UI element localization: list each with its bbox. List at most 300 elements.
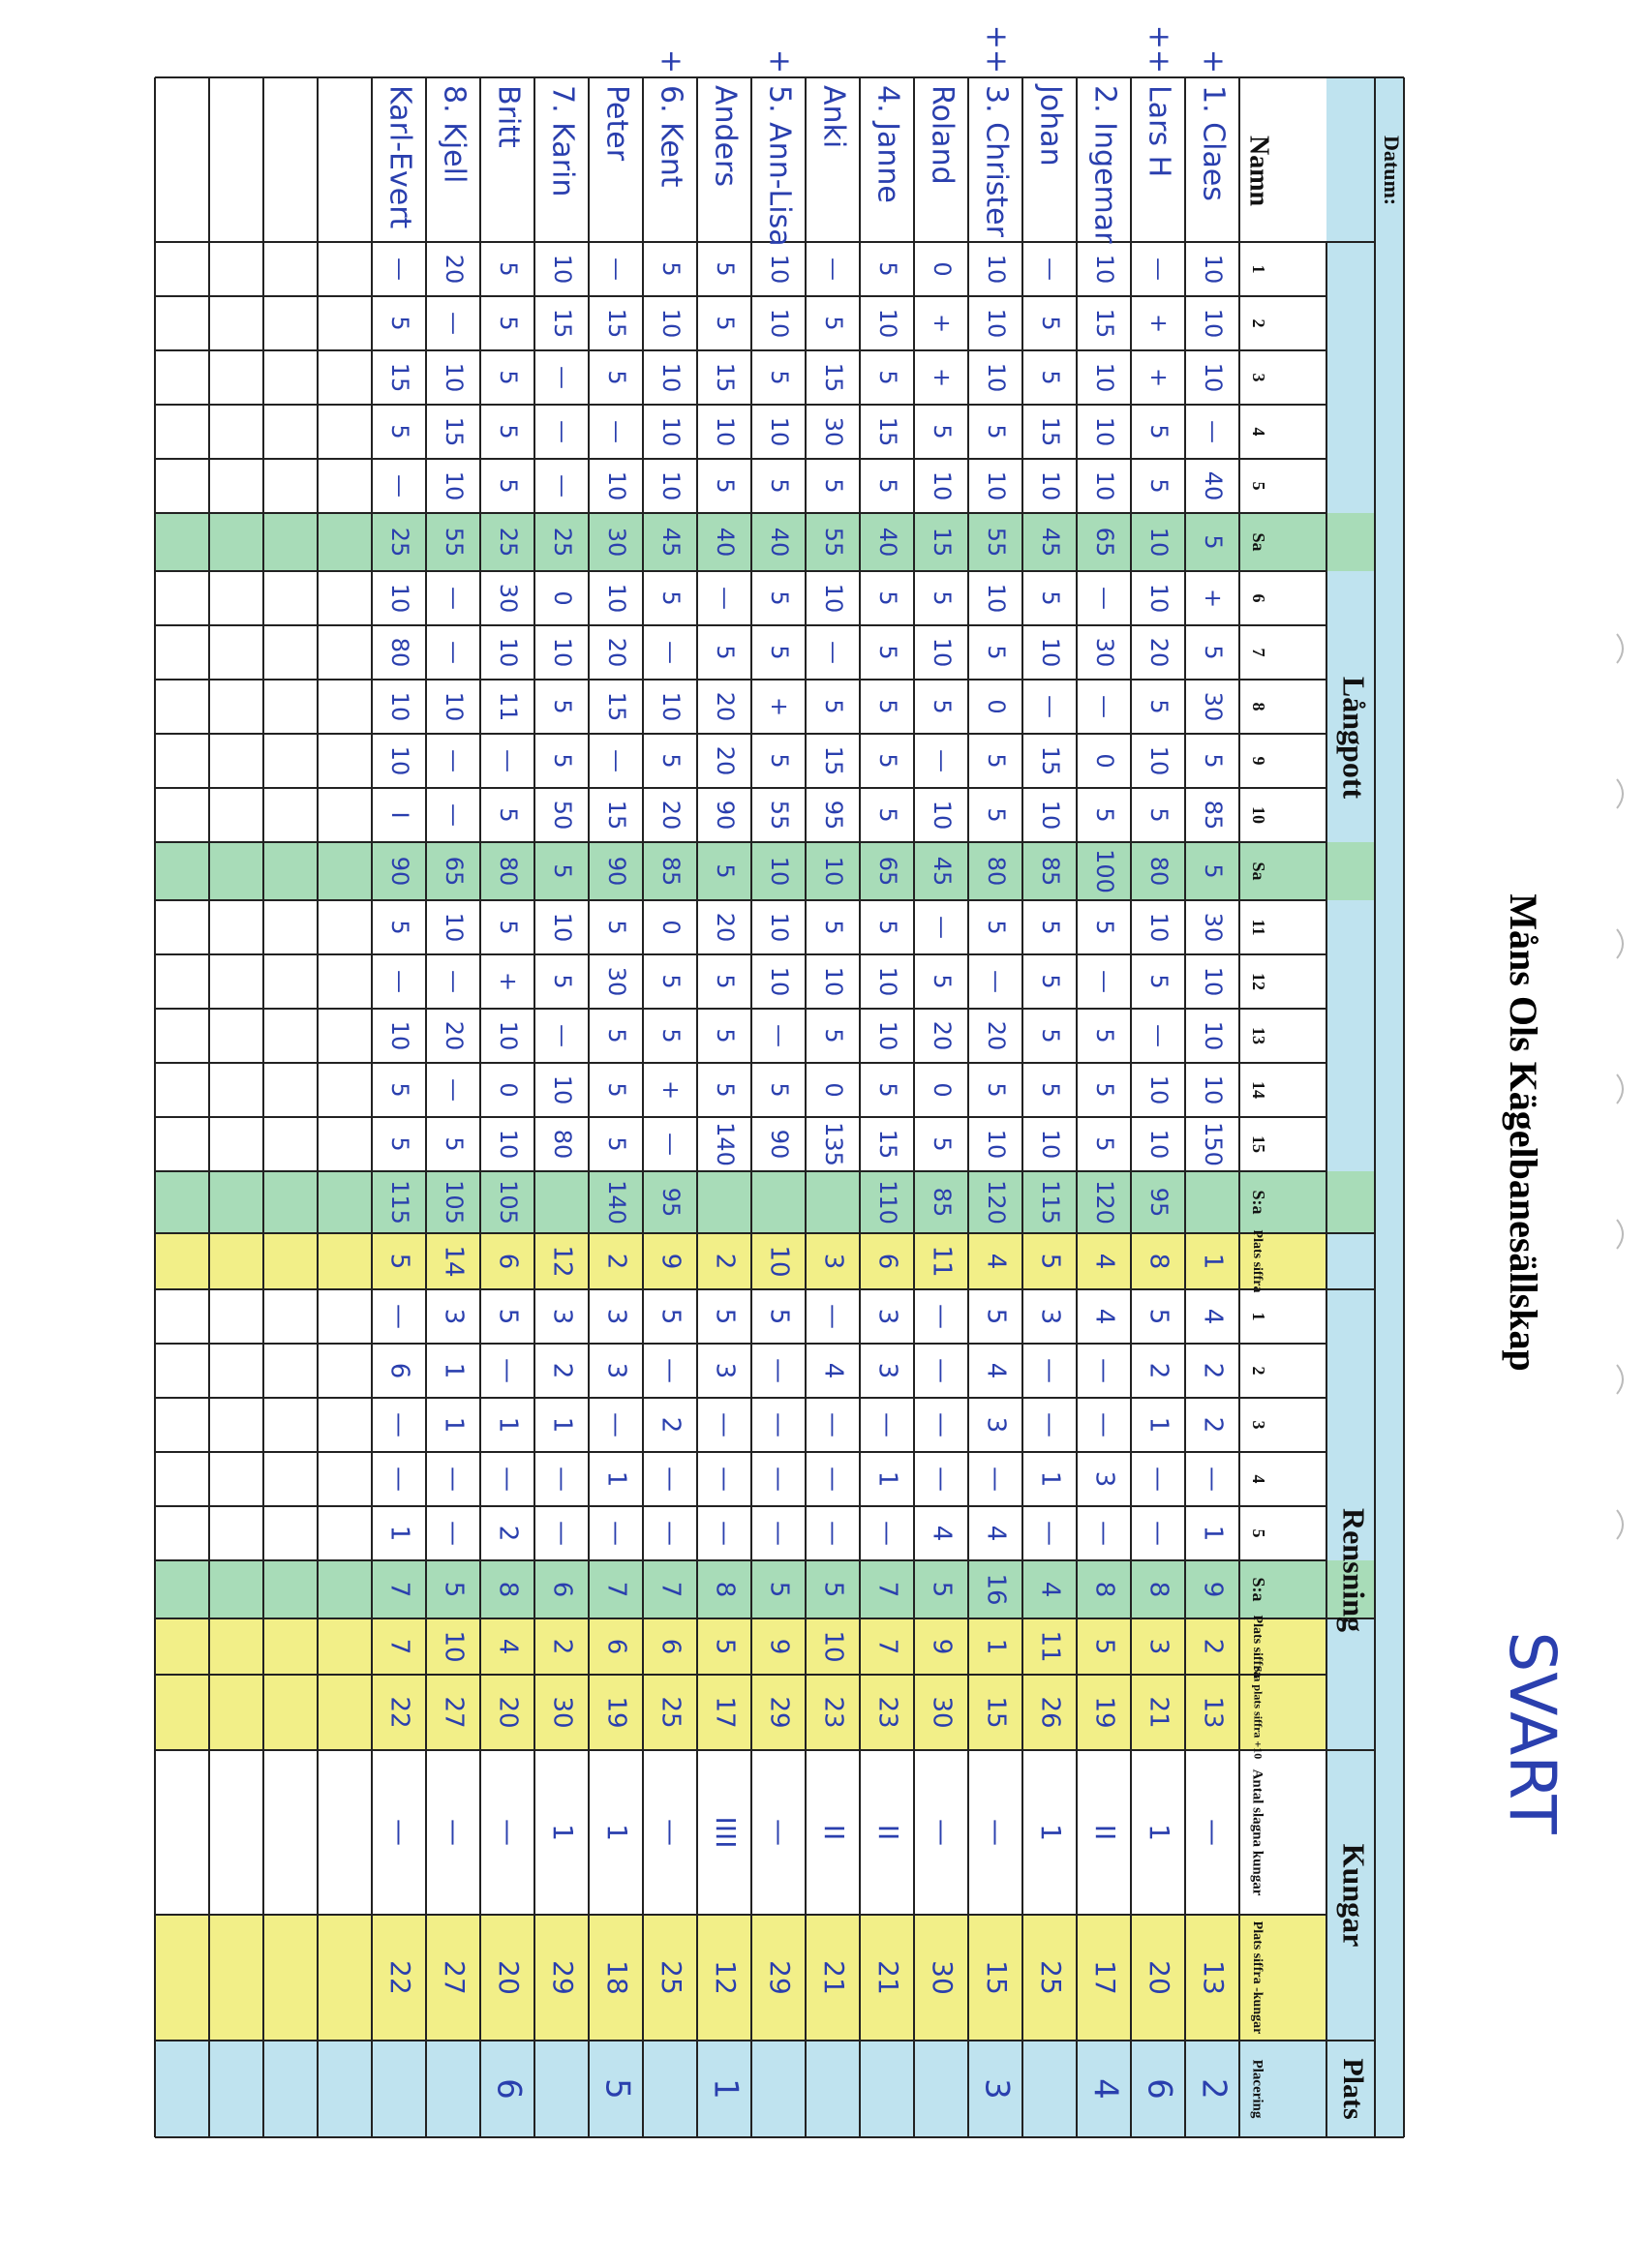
langpott-cell: 20 bbox=[441, 254, 468, 285]
langpott-cell: 10 bbox=[1145, 1074, 1173, 1105]
langpott-cell: 5 bbox=[712, 863, 739, 879]
langpott-cell: 10 bbox=[441, 691, 468, 722]
langpott-cell: 5 bbox=[495, 920, 522, 935]
player-name: Peter bbox=[599, 85, 634, 162]
langpott-cell: — bbox=[441, 587, 468, 610]
langpott-cell: 45 bbox=[1037, 527, 1064, 558]
langpott-plats-cell: 14 bbox=[439, 1245, 469, 1278]
langpott-cell: 10 bbox=[386, 691, 413, 722]
langpott-cell: — bbox=[929, 916, 956, 939]
langpott-cell: 5 bbox=[495, 478, 522, 494]
rensning-cell: — bbox=[493, 1467, 523, 1492]
langpott-cell: 90 bbox=[712, 800, 739, 831]
rensning-plats-cell: 5 bbox=[710, 1638, 740, 1655]
langpott-cell: 10 bbox=[1037, 1129, 1064, 1160]
kungar-count-cell: — bbox=[493, 1819, 525, 1846]
placering-cell: 5 bbox=[597, 2078, 637, 2100]
langpott-cell: 5 bbox=[983, 1082, 1010, 1098]
langpott-cell: — bbox=[657, 1133, 685, 1156]
rensning-sum-cell: 19 bbox=[601, 1696, 631, 1729]
rensning-plats-cell: 7 bbox=[384, 1638, 414, 1655]
langpott-cell: — bbox=[386, 474, 413, 498]
langpott-cell: 10 bbox=[657, 470, 685, 501]
rensning-plats-cell: 6 bbox=[601, 1638, 631, 1655]
langpott-cell: — bbox=[1091, 695, 1118, 718]
langpott-cell: 11 bbox=[495, 691, 522, 722]
kungar-plats-cell: 17 bbox=[1089, 1960, 1121, 1995]
rensning-cell: — bbox=[601, 1412, 631, 1437]
langpott-cell: 10 bbox=[1091, 362, 1118, 393]
player-name: 4. Janne bbox=[870, 85, 905, 203]
rensning-cell: — bbox=[1143, 1467, 1174, 1492]
langpott-cell: 90 bbox=[603, 856, 630, 887]
langpott-col-13: 11 bbox=[1248, 919, 1268, 936]
rensning-cell: — bbox=[764, 1358, 794, 1383]
rensning-cell: 5 bbox=[764, 1581, 794, 1598]
langpott-cell: 15 bbox=[1037, 745, 1064, 776]
rensning-cell: 3 bbox=[710, 1362, 740, 1379]
langpott-cell: 55 bbox=[983, 527, 1010, 558]
langpott-col-6: Sa bbox=[1248, 532, 1268, 552]
langpott-cell: 5 bbox=[1037, 1028, 1064, 1043]
langpott-cell: 55 bbox=[441, 527, 468, 558]
kungar-plats-cell: 13 bbox=[1198, 1960, 1230, 1995]
row-mark: ++ bbox=[979, 24, 1014, 74]
rensning-cell: — bbox=[872, 1521, 902, 1546]
rensning-cell: 1 bbox=[439, 1416, 469, 1434]
langpott-cell: 135 bbox=[820, 1122, 847, 1166]
langpott-cell: 10 bbox=[929, 637, 956, 668]
rensning-cell: 5 bbox=[439, 1581, 469, 1598]
langpott-cell: 45 bbox=[657, 527, 685, 558]
langpott-plats-cell: 2 bbox=[601, 1253, 631, 1270]
langpott-cell: 15 bbox=[549, 308, 576, 339]
langpott-cell: — bbox=[820, 641, 847, 664]
langpott-cell: 5 bbox=[495, 807, 522, 823]
table-row bbox=[871, 85, 905, 1995]
langpott-cell: — bbox=[441, 312, 468, 335]
langpott-cell: 5 bbox=[1037, 590, 1064, 606]
langpott-cell: 5 bbox=[495, 316, 522, 331]
langpott-cell: 10 bbox=[983, 362, 1010, 393]
rensning-plats-cell: 6 bbox=[655, 1638, 686, 1655]
rensning-cell: — bbox=[818, 1521, 848, 1546]
langpott-cell: 5 bbox=[874, 1082, 901, 1098]
langpott-cell: 10 bbox=[603, 470, 630, 501]
kungar-plats-cell: 12 bbox=[710, 1960, 742, 1995]
langpott-cell: 10 bbox=[1037, 800, 1064, 831]
langpott-plats-cell: 5 bbox=[1035, 1253, 1065, 1270]
kungar-count-cell: 1 bbox=[601, 1824, 633, 1841]
langpott-cell: 85 bbox=[1200, 800, 1227, 831]
rensning-cell: 1 bbox=[1198, 1525, 1228, 1542]
svart-note: SVART bbox=[1495, 1631, 1570, 1834]
langpott-cell: 5 bbox=[1037, 316, 1064, 331]
kungar-count-cell: II bbox=[1089, 1824, 1121, 1841]
langpott-cell: 10 bbox=[820, 856, 847, 887]
rensning-cell: — bbox=[601, 1521, 631, 1546]
rensning-cell: 1 bbox=[1143, 1416, 1174, 1434]
rensning-cell: — bbox=[439, 1521, 469, 1546]
langpott-cell: 5 bbox=[386, 920, 413, 935]
rensning-cell: 2 bbox=[1198, 1416, 1228, 1434]
rensning-cell: 1 bbox=[547, 1416, 577, 1434]
langpott-cell: — bbox=[441, 1078, 468, 1102]
langpott-cell: 5 bbox=[929, 699, 956, 714]
langpott-cell: 15 bbox=[820, 362, 847, 393]
rensning-sum-cell: 25 bbox=[655, 1696, 686, 1729]
langpott-cell: 80 bbox=[983, 856, 1010, 887]
rensning-col-2: 2 bbox=[1248, 1366, 1268, 1376]
player-name: 2. Ingemar bbox=[1087, 85, 1122, 244]
rensning-cell: 1 bbox=[1035, 1470, 1065, 1488]
rensning-cell: — bbox=[1089, 1521, 1119, 1546]
langpott-cell: 30 bbox=[820, 416, 847, 447]
langpott-cell: 40 bbox=[712, 527, 739, 558]
rensning-cell: — bbox=[655, 1521, 686, 1546]
langpott-cell: 10 bbox=[495, 1020, 522, 1051]
rensning-cell: 4 bbox=[1198, 1308, 1228, 1325]
langpott-cell: 5 bbox=[874, 478, 901, 494]
rensning-cell: 1 bbox=[601, 1470, 631, 1488]
rensning-sum-cell: 13 bbox=[1198, 1696, 1228, 1729]
rensning-sum-cell: 30 bbox=[547, 1696, 577, 1729]
row-mark: + bbox=[762, 48, 797, 74]
section-rensning: Rensning bbox=[1336, 1507, 1372, 1633]
rensning-cell: 4 bbox=[1089, 1308, 1119, 1325]
langpott-cell: — bbox=[549, 366, 576, 389]
langpott-cell: 85 bbox=[929, 1187, 956, 1218]
player-name: Britt bbox=[491, 85, 526, 148]
langpott-cell: — bbox=[766, 1024, 793, 1047]
langpott-cell: 20 bbox=[712, 691, 739, 722]
langpott-cell: 5 bbox=[766, 1082, 793, 1098]
langpott-cell: 5 bbox=[657, 1028, 685, 1043]
rensning-cell: 3 bbox=[872, 1362, 902, 1379]
langpott-cell: 5 bbox=[874, 590, 901, 606]
langpott-cell: 10 bbox=[929, 800, 956, 831]
langpott-cell: 10 bbox=[549, 637, 576, 668]
langpott-cell: 5 bbox=[657, 974, 685, 989]
langpott-cell: 120 bbox=[1091, 1180, 1118, 1225]
langpott-col-10: 9 bbox=[1248, 756, 1268, 766]
langpott-cell: 15 bbox=[386, 362, 413, 393]
langpott-cell: 5 bbox=[495, 370, 522, 385]
sa-band-green bbox=[155, 513, 1375, 571]
kungar-count-cell: — bbox=[1198, 1819, 1230, 1846]
langpott-col-4: 4 bbox=[1248, 427, 1268, 437]
langpott-cell: 5 bbox=[1037, 974, 1064, 989]
rensning-cell: 3 bbox=[601, 1362, 631, 1379]
kungar-count-cell: II bbox=[818, 1824, 850, 1841]
section-kungar: Kungar bbox=[1336, 1843, 1372, 1948]
langpott-cell: 80 bbox=[1145, 856, 1173, 887]
player-name: 3. Christer bbox=[979, 85, 1014, 237]
langpott-cell: 0 bbox=[929, 261, 956, 277]
langpott-cell: 20 bbox=[441, 1020, 468, 1051]
langpott-cell: 45 bbox=[929, 856, 956, 887]
langpott-cell: 40 bbox=[766, 527, 793, 558]
langpott-cell: 20 bbox=[929, 1020, 956, 1051]
langpott-cell: 5 bbox=[386, 1136, 413, 1152]
rensning-col-5: 5 bbox=[1248, 1528, 1268, 1538]
rensning-col-6: S:a bbox=[1248, 1577, 1268, 1602]
langpott-cell: 10 bbox=[386, 745, 413, 776]
langpott-cell: 5 bbox=[1200, 753, 1227, 769]
langpott-cell: 15 bbox=[603, 308, 630, 339]
langpott-cell: 5 bbox=[1145, 478, 1173, 494]
player-name: Johan bbox=[1033, 85, 1068, 166]
langpott-cell: — bbox=[1091, 587, 1118, 610]
langpott-cell: 5 bbox=[929, 1136, 956, 1152]
langpott-cell: 30 bbox=[1200, 691, 1227, 722]
placering-cell: 2 bbox=[1194, 2078, 1234, 2100]
kungar-count-cell: 1 bbox=[1143, 1824, 1175, 1841]
langpott-cell: 10 bbox=[657, 416, 685, 447]
rensning-cell: 5 bbox=[493, 1308, 523, 1325]
langpott-cell: 5 bbox=[983, 807, 1010, 823]
langpott-cell: — bbox=[1037, 257, 1064, 281]
langpott-cell: — bbox=[603, 749, 630, 772]
langpott-cell: 5 bbox=[549, 699, 576, 714]
langpott-cell: — bbox=[441, 749, 468, 772]
rensning-plats-cell: 9 bbox=[927, 1638, 957, 1655]
langpott-cell: 5 bbox=[1037, 1082, 1064, 1098]
langpott-cell: 10 bbox=[766, 912, 793, 943]
rensning-cell: 2 bbox=[1198, 1362, 1228, 1379]
rensning-cell: 8 bbox=[1089, 1581, 1119, 1598]
kungar-count-cell: 1 bbox=[1035, 1824, 1067, 1841]
langpott-cell: 25 bbox=[549, 527, 576, 558]
row-mark: + bbox=[654, 48, 688, 74]
placering-cell: 3 bbox=[977, 2078, 1017, 2100]
langpott-plats-cell: 4 bbox=[1089, 1253, 1119, 1270]
langpott-cell: 10 bbox=[495, 1129, 522, 1160]
langpott-cell: 10 bbox=[983, 1129, 1010, 1160]
langpott-cell: 10 bbox=[1200, 362, 1227, 393]
langpott-cell: + bbox=[929, 367, 956, 388]
kungar-count-cell: — bbox=[927, 1819, 959, 1846]
rensning-cell: 4 bbox=[1035, 1581, 1065, 1598]
kungar-count-cell: — bbox=[764, 1819, 796, 1846]
langpott-cell: + bbox=[929, 313, 956, 334]
langpott-cell: 5 bbox=[983, 424, 1010, 439]
langpott-cell: 15 bbox=[603, 691, 630, 722]
rensning-sum-cell: 23 bbox=[818, 1696, 848, 1729]
langpott-cell: 5 bbox=[820, 920, 847, 935]
player-name: Karl-Evert bbox=[382, 85, 417, 229]
langpott-cell: 10 bbox=[712, 416, 739, 447]
langpott-plats-cell: 12 bbox=[547, 1245, 577, 1278]
langpott-cell: 10 bbox=[1200, 1074, 1227, 1105]
langpott-cell: 5 bbox=[1091, 1136, 1118, 1152]
langpott-cell: 0 bbox=[929, 1082, 956, 1098]
langpott-cell: 15 bbox=[441, 416, 468, 447]
rensning-cell: — bbox=[764, 1521, 794, 1546]
rensning-cell: 8 bbox=[493, 1581, 523, 1598]
langpott-cell: 10 bbox=[874, 1020, 901, 1051]
langpott-cell: 5 bbox=[929, 424, 956, 439]
langpott-col-11: 10 bbox=[1248, 806, 1268, 824]
langpott-cell: 10 bbox=[983, 308, 1010, 339]
langpott-cell: 10 bbox=[766, 856, 793, 887]
rensning-cell: 8 bbox=[710, 1581, 740, 1598]
langpott-plats-cell: 1 bbox=[1198, 1253, 1228, 1270]
langpott-plats-cell: 6 bbox=[872, 1253, 902, 1270]
rensning-cell: — bbox=[493, 1358, 523, 1383]
langpott-cell: + bbox=[1145, 367, 1173, 388]
rensning-plats-cell: 4 bbox=[493, 1638, 523, 1655]
langpott-cell: 5 bbox=[929, 974, 956, 989]
langpott-cell: 5 bbox=[766, 590, 793, 606]
langpott-cell: — bbox=[1200, 420, 1227, 443]
langpott-cell: 10 bbox=[441, 362, 468, 393]
table-row bbox=[546, 85, 580, 1995]
langpott-cell: 5 bbox=[1037, 920, 1064, 935]
langpott-cell: 140 bbox=[603, 1180, 630, 1225]
rensning-cell: 3 bbox=[1035, 1308, 1065, 1325]
rensning-cell: — bbox=[710, 1467, 740, 1492]
langpott-cell: 5 bbox=[874, 261, 901, 277]
langpott-cell: 5 bbox=[820, 478, 847, 494]
kungar-plats-cell: 29 bbox=[547, 1960, 579, 1995]
langpott-cell: 10 bbox=[1091, 416, 1118, 447]
langpott-cell: 10 bbox=[386, 1020, 413, 1051]
langpott-cell: 5 bbox=[712, 1028, 739, 1043]
rensning-sum-cell: 15 bbox=[981, 1696, 1011, 1729]
kungar-plats-cell: 20 bbox=[493, 1960, 525, 1995]
player-name: Anki bbox=[816, 85, 851, 149]
header-band-blue bbox=[1375, 77, 1404, 2137]
kungar-count-cell: IIII bbox=[710, 1816, 742, 1849]
langpott-col-7: 6 bbox=[1248, 593, 1268, 603]
namn-label: Namn bbox=[1243, 136, 1274, 207]
langpott-col-8: 7 bbox=[1248, 648, 1268, 657]
langpott-cell: 95 bbox=[820, 800, 847, 831]
langpott-cell: 10 bbox=[874, 308, 901, 339]
langpott-cell: 5 bbox=[386, 424, 413, 439]
rensning-sum-cell: 20 bbox=[493, 1696, 523, 1729]
langpott-cell: 15 bbox=[1091, 308, 1118, 339]
player-name: Anders bbox=[708, 85, 743, 187]
langpott-cell: 10 bbox=[1091, 254, 1118, 285]
langpott-col-14: 12 bbox=[1248, 973, 1268, 990]
langpott-plats-cell: 8 bbox=[1143, 1253, 1174, 1270]
langpott-cell: 5 bbox=[657, 590, 685, 606]
kungar-plats-cell: 27 bbox=[439, 1960, 471, 1995]
langpott-cell: 30 bbox=[1200, 912, 1227, 943]
langpott-cell: 10 bbox=[874, 966, 901, 997]
langpott-cell: 0 bbox=[983, 699, 1010, 714]
langpott-cell: — bbox=[495, 749, 522, 772]
rensning-plats-cell: 1 bbox=[981, 1638, 1011, 1655]
langpott-cell: — bbox=[603, 257, 630, 281]
langpott-cell: 5 bbox=[386, 1082, 413, 1098]
langpott-cell: 5 bbox=[874, 920, 901, 935]
langpott-cell: 20 bbox=[657, 800, 685, 831]
langpott-col-15: 13 bbox=[1248, 1027, 1268, 1044]
rensning-sum-cell: 22 bbox=[384, 1696, 414, 1729]
rensning-sum-cell: 26 bbox=[1035, 1696, 1065, 1729]
langpott-cell: + bbox=[495, 971, 522, 992]
section-plats: Plats bbox=[1337, 2058, 1370, 2120]
langpott-cell: 5 bbox=[1091, 807, 1118, 823]
kungar-plats-cell: 25 bbox=[1035, 1960, 1067, 1995]
langpott-cell: 5 bbox=[1200, 534, 1227, 550]
kungar-plats-cell: 15 bbox=[981, 1960, 1013, 1995]
section-langpott: Långpott bbox=[1336, 676, 1372, 800]
langpott-cell: 10 bbox=[1145, 583, 1173, 614]
antal-kungar-header: Antal slagna kungar bbox=[1249, 1769, 1265, 1896]
rensning-sum-cell: 17 bbox=[710, 1696, 740, 1729]
langpott-cell: 65 bbox=[874, 856, 901, 887]
langpott-cell: — bbox=[1091, 970, 1118, 993]
rensning-cell: 4 bbox=[927, 1525, 957, 1542]
langpott-cell: 95 bbox=[1145, 1187, 1173, 1218]
langpott-cell: 10 bbox=[1037, 470, 1064, 501]
langpott-cell: 5 bbox=[1145, 807, 1173, 823]
langpott-cell: 15 bbox=[874, 1129, 901, 1160]
langpott-cell: 10 bbox=[983, 583, 1010, 614]
rensning-cell: 2 bbox=[493, 1525, 523, 1542]
kungar-plats-cell: 21 bbox=[818, 1960, 850, 1995]
rensning-sum-cell: 23 bbox=[872, 1696, 902, 1729]
langpott-cell: 20 bbox=[712, 745, 739, 776]
langpott-cell: 5 bbox=[712, 261, 739, 277]
rensning-cell: 5 bbox=[710, 1308, 740, 1325]
langpott-cell: 10 bbox=[495, 637, 522, 668]
kungar-plats-cell: 18 bbox=[601, 1960, 633, 1995]
row-mark: ++ bbox=[1142, 24, 1176, 74]
langpott-cell: 10 bbox=[657, 691, 685, 722]
langpott-cell: — bbox=[712, 587, 739, 610]
rensning-sum-cell: 30 bbox=[927, 1696, 957, 1729]
rensning-cell: — bbox=[547, 1521, 577, 1546]
langpott-cell: 5 bbox=[657, 261, 685, 277]
rensning-cell: 5 bbox=[818, 1581, 848, 1598]
rensning-plats-cell: 9 bbox=[764, 1638, 794, 1655]
kungar-count-cell: — bbox=[384, 1819, 416, 1846]
langpott-cell: 110 bbox=[874, 1180, 901, 1225]
rensning-cell: — bbox=[1035, 1521, 1065, 1546]
langpott-cell: 10 bbox=[549, 912, 576, 943]
langpott-cell: 5 bbox=[1091, 1082, 1118, 1098]
langpott-cell: 5 bbox=[603, 920, 630, 935]
langpott-cell: 0 bbox=[1091, 753, 1118, 769]
langpott-cell: 25 bbox=[495, 527, 522, 558]
langpott-cell: 5 bbox=[386, 316, 413, 331]
langpott-cell: 40 bbox=[874, 527, 901, 558]
langpott-col-5: 5 bbox=[1248, 481, 1268, 491]
langpott-cell: 10 bbox=[1200, 1020, 1227, 1051]
langpott-cell: 10 bbox=[1145, 912, 1173, 943]
langpott-cell: 5 bbox=[983, 920, 1010, 935]
langpott-cell: 10 bbox=[1145, 745, 1173, 776]
langpott-cell: 10 bbox=[766, 966, 793, 997]
langpott-cell: 90 bbox=[386, 856, 413, 887]
langpott-cell: 30 bbox=[495, 583, 522, 614]
langpott-cell: 5 bbox=[820, 699, 847, 714]
rensning-cell: 3 bbox=[872, 1308, 902, 1325]
langpott-cell: 105 bbox=[495, 1180, 522, 1225]
langpott-cell: — bbox=[929, 749, 956, 772]
sa-band-green bbox=[155, 842, 1375, 900]
langpott-cell: 30 bbox=[1091, 637, 1118, 668]
langpott-cell: — bbox=[603, 420, 630, 443]
rensning-cell: 16 bbox=[981, 1573, 1011, 1606]
langpott-cell: — bbox=[1145, 1024, 1173, 1047]
rensning-plats-header: Plats siffra bbox=[1249, 1615, 1265, 1678]
